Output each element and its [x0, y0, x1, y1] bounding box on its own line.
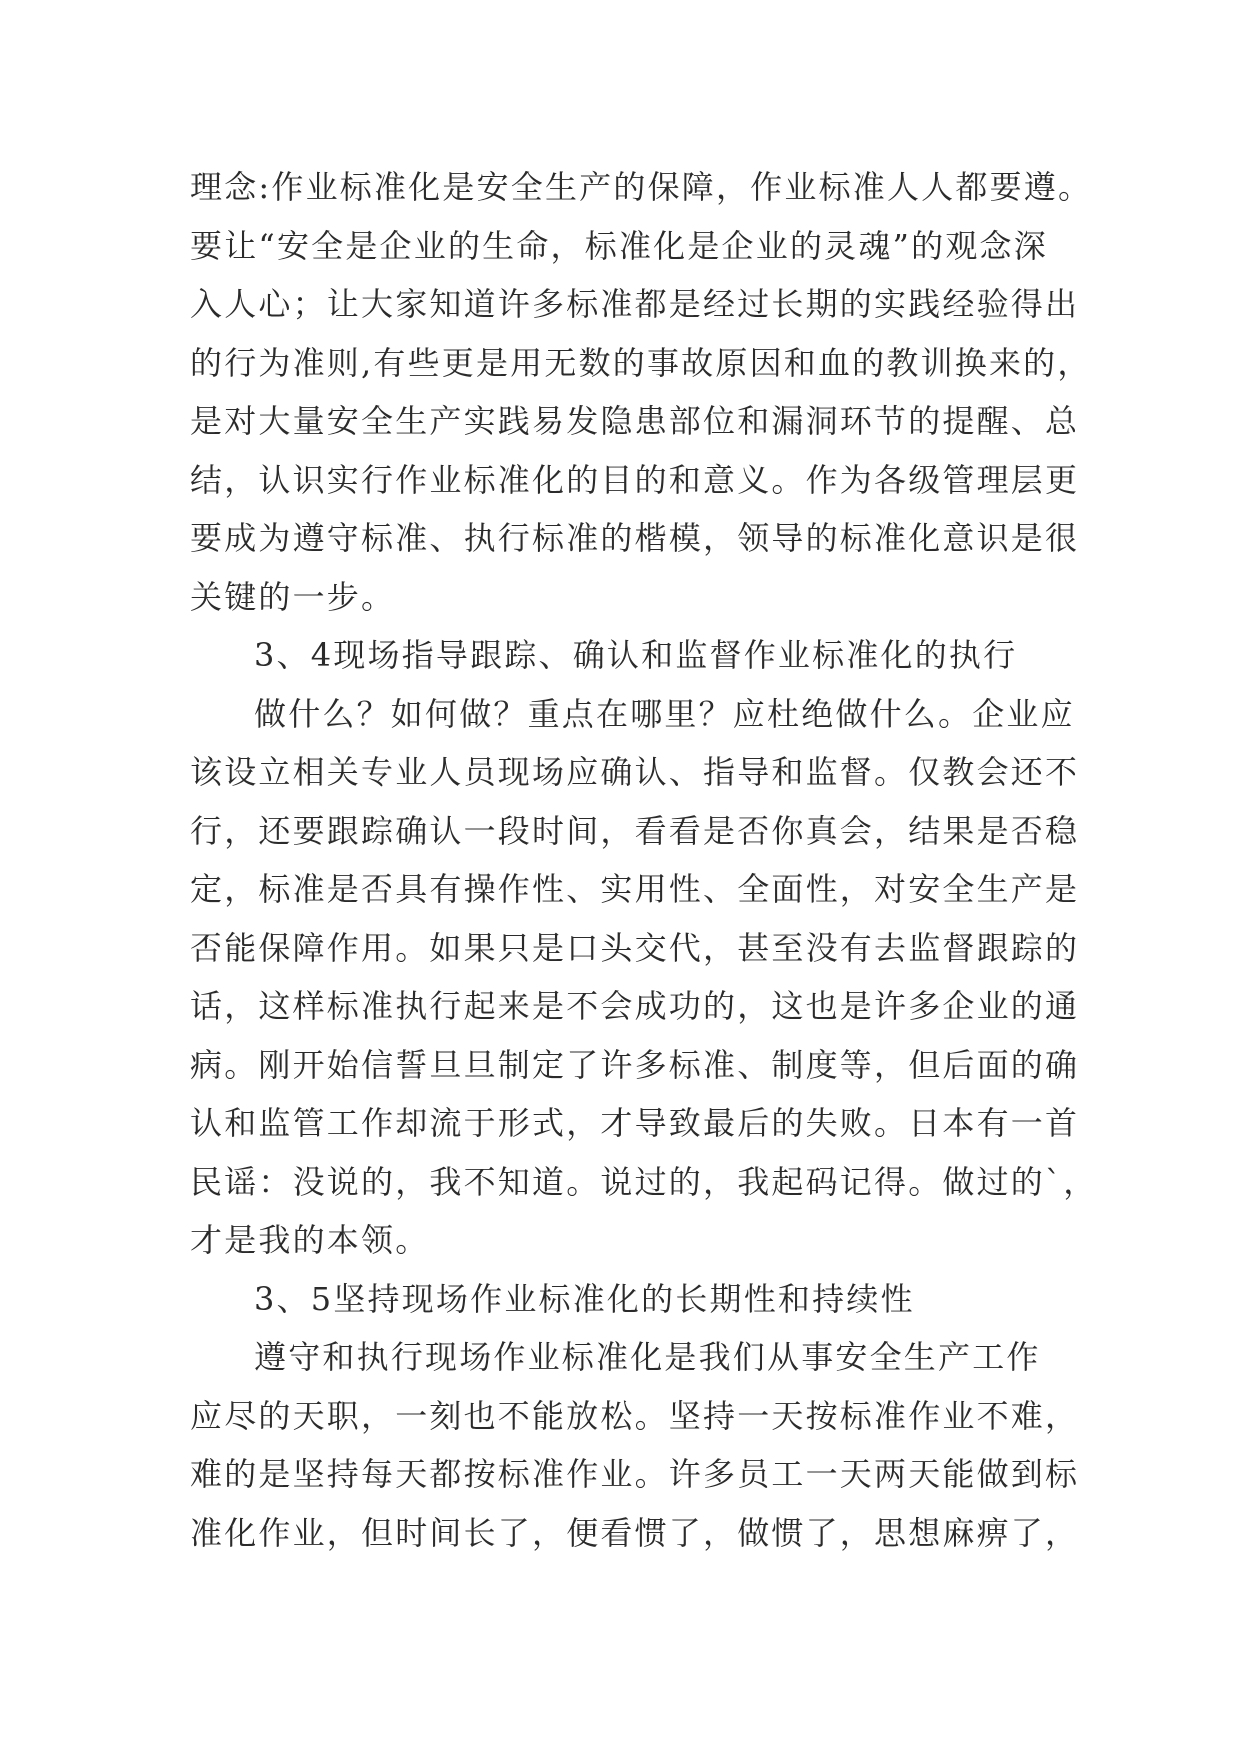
text-line: 3、4现场指导跟踪、确认和监督作业标准化的执行 — [254, 636, 1018, 674]
text-line: 病。刚开始信誓旦旦制定了许多标准、制度等，但后面的确 — [190, 1045, 1080, 1084]
text-line: 是对大量安全生产实践易发隐患部位和漏洞环节的提醒、总 — [190, 402, 1080, 440]
text-line: 结，认识实行作业标准化的目的和意义。作为各级管理层更 — [190, 460, 1080, 499]
text-line: 否能保障作用。如果只是口头交代，甚至没有去监督跟踪的 — [190, 928, 1080, 967]
body-text — [190, 158, 1098, 1562]
text-line: 才是我的本领。 — [190, 1221, 430, 1259]
text-line: 关键的一步。 — [190, 577, 396, 616]
text-line: 定，标准是否具有操作性、实用性、全面性，对安全生产是 — [190, 870, 1080, 908]
text-line: 3、5坚持现场作业标准化的长期性和持续性 — [254, 1279, 915, 1318]
text-line: 话，这样标准执行起来是不会成功的，这也是许多企业的通 — [190, 987, 1080, 1025]
text-line: 做什么？如何做？重点在哪里？应杜绝做什么。企业应 — [254, 694, 1075, 733]
text-line: 入人心；让大家知道许多标准都是经过长期的实践经验得出 — [190, 285, 1080, 323]
text-line: 认和监管工作却流于形式，才导致最后的失败。日本有一首 — [190, 1104, 1080, 1142]
text-line: 准化作业，但时间长了，便看惯了，做惯了，思想麻痹了， — [190, 1513, 1080, 1552]
text-line: 要让“安全是企业的生命，标准化是企业的灵魂”的观念深 — [190, 226, 1048, 265]
text-line: 遵守和执行现场作业标准化是我们从事安全生产工作 — [254, 1338, 1041, 1376]
text-line: 行，还要跟踪确认一段时间，看看是否你真会，结果是否稳 — [190, 811, 1080, 850]
text-line: 应尽的天职，一刻也不能放松。坚持一天按标准作业不难， — [190, 1396, 1080, 1435]
text-line: 该设立相关专业人员现场应确认、指导和监督。仅教会还不 — [190, 753, 1080, 791]
text-line: 的行为准则,有些更是用无数的事故原因和血的教训换来的， — [190, 343, 1092, 382]
text-line: 难的是坚持每天都按标准作业。许多员工一天两天能做到标 — [190, 1455, 1080, 1493]
text-line: 要成为遵守标准、执行标准的楷模，领导的标准化意识是很 — [190, 519, 1080, 557]
text-line: 民谣：没说的，我不知道。说过的，我起码记得。做过的`， — [190, 1162, 1098, 1201]
text-line: 理念:作业标准化是安全生产的保障，作业标准人人都要遵。 — [190, 168, 1093, 206]
